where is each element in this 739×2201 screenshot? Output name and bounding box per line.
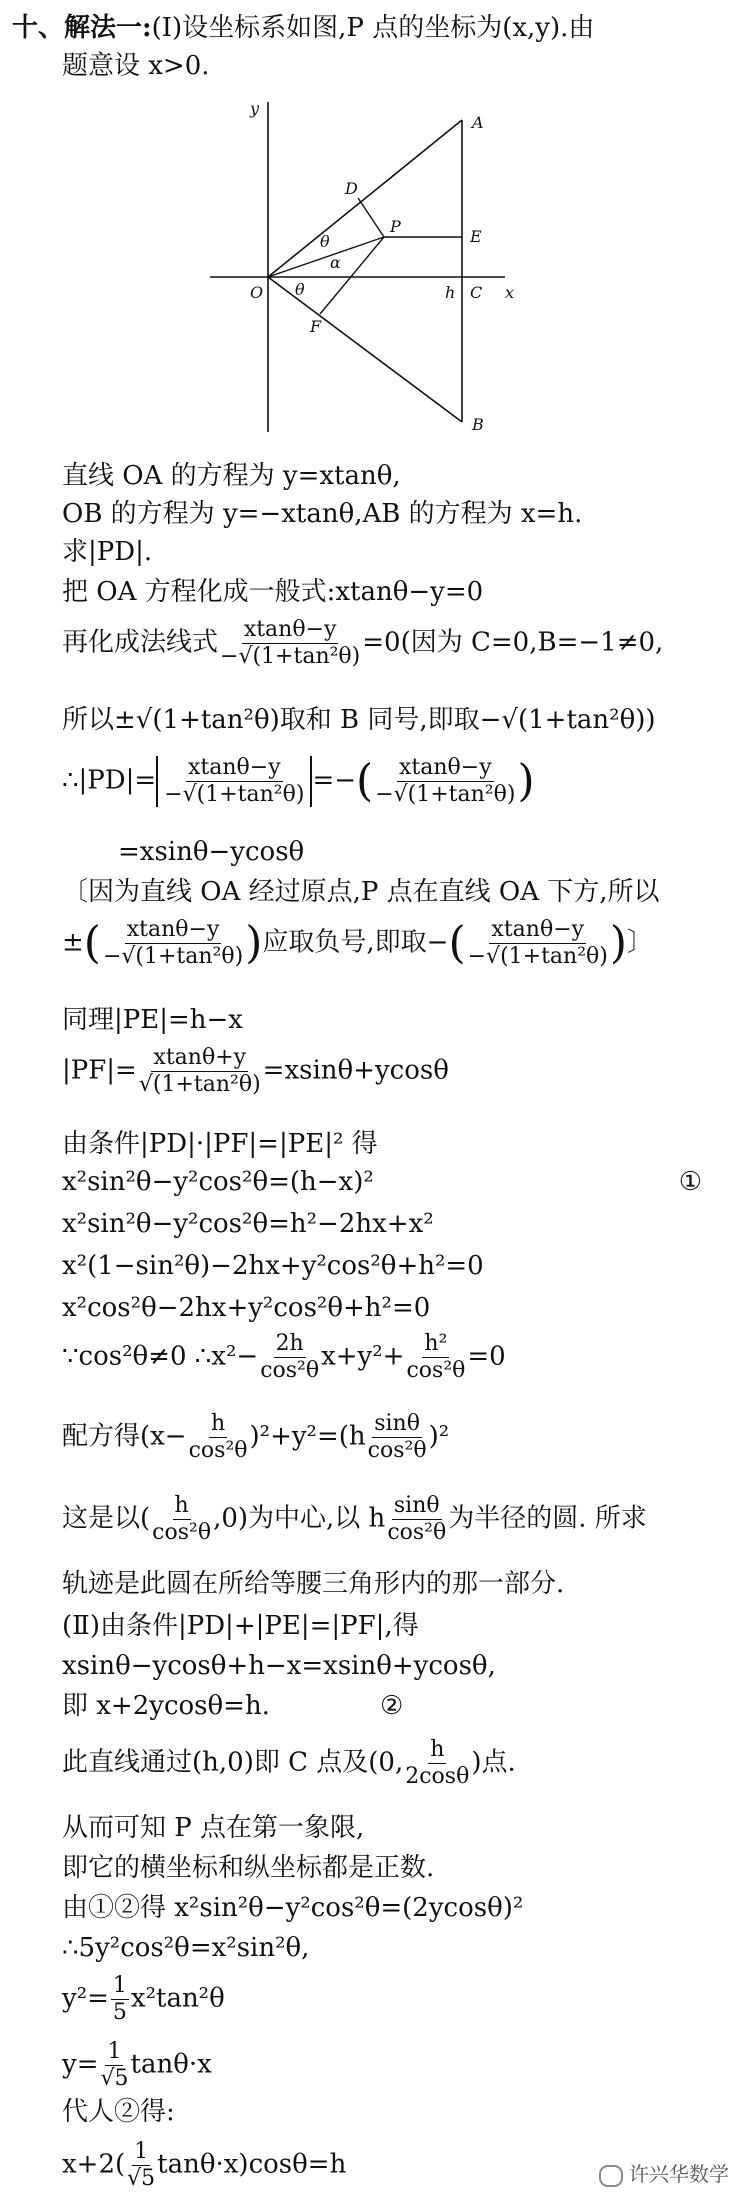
text: 配方得(x− [62,1421,187,1452]
line-complete-square [62,1412,449,1463]
watermark [599,2158,729,2187]
paren: ) [517,755,535,807]
line-pd-result: =xsinθ−ycosθ [118,837,305,867]
label-theta-lower: θ [295,280,305,299]
equation-number-1: ① [678,1167,702,1197]
line-seek-pd: 求|PD|. [62,537,153,567]
denominator: −√(1+tan²θ) [467,944,608,970]
numerator: sinθ [392,1494,442,1520]
text: y= [62,2049,99,2080]
line-eq2 [62,1692,403,1722]
text: tanθ·x)cosθ=h [157,2149,347,2180]
text: ± [62,927,84,958]
fraction-sin [387,1494,446,1545]
text: ∴|PD|= [62,765,157,796]
line-substitute: 代人②得: [62,2097,175,2127]
abs-bars [156,756,312,807]
denominator: cos²θ [152,1520,212,1546]
fraction-1-sqrt5 [100,2040,128,2091]
numerator: sinθ [372,1412,422,1438]
line-condition: 由条件|PD|·|PF|=|PE|² 得 [62,1129,378,1159]
line-circle [62,1494,647,1545]
text: =0(因为 C=0,B=−1≠0, [362,627,664,658]
line-quadrant: 从而可知 P 点在第一象限, [62,1813,365,1843]
equation-number-2: ② [379,1691,404,1721]
line-ob-eq: OB 的方程为 y=−xtanθ,AB 的方程为 x=h. [62,499,583,529]
coordinate-figure [200,92,530,442]
numerator: 2h [274,1332,306,1358]
fraction-h [189,1412,248,1463]
line-eq-divide [62,1332,506,1383]
fraction-normal [103,918,243,969]
numerator: xtanθ−y [489,918,586,944]
text: tanθ·x [130,2049,212,2080]
line-pd-calc [62,756,535,807]
wechat-icon [599,2165,623,2187]
paren: ) [609,917,628,969]
numerator: h [209,1412,227,1438]
label-F: F [310,317,322,336]
denominator: cos²θ [406,1358,466,1384]
fraction-normal [220,618,360,669]
fraction-normal [164,756,304,807]
line-normal-form [62,618,663,669]
line-locus: 轨迹是此圆在所给等腰三角形内的那一部分. [62,1569,565,1599]
line-eq-expand: x²sin²θ−y²cos²θ=h²−2hx+x² [62,1209,434,1239]
numerator: h [428,1738,446,1764]
numerator: 1 [132,2140,150,2166]
text: 这是以( [62,1503,151,1534]
text: =xsinθ+ycosθ [262,1055,449,1086]
text: )²+y²=(h [249,1421,366,1452]
line-negative-choice [62,918,653,969]
text: 再化成法线式 [62,627,219,658]
line-y [62,2040,212,2091]
line-eq1 [62,1168,702,1198]
text: |PF|= [62,1055,137,1086]
label-B: B [472,415,484,434]
label-A: A [472,113,484,132]
denominator: 5 [112,2000,127,2026]
denominator: √5 [100,2066,129,2092]
paren: ( [356,755,374,807]
line-5y2: ∴5y²cos²θ=x²sin²θ, [62,1933,310,1963]
line-PD [358,198,384,237]
line-passes [62,1738,516,1789]
line-positive: 即它的横坐标和纵坐标都是正数. [62,1853,435,1883]
text: ∵cos²θ≠0 ∴x²− [62,1341,259,1372]
numerator: xtanθ−y [242,618,339,644]
text: x²tan²θ [130,1983,225,2014]
paren: ( [83,917,101,969]
fraction-h2 [406,1332,465,1383]
fraction-sin [368,1412,427,1463]
label-E: E [470,227,482,246]
text: =− [312,765,357,796]
denominator: cos²θ [188,1438,248,1464]
intro-text: (Ⅰ)设坐标系如图,P 点的坐标为(x,y).由 [151,13,595,43]
text: x+2( [62,2149,126,2180]
label-y: y [250,99,260,118]
denominator: −√(1+tan²θ) [375,782,516,808]
line-bracket-note: 〔因为直线 OA 经过原点,P 点在直线 OA 下方,所以 [62,877,660,907]
numerator: xtanθ−y [397,756,494,782]
text: x²sin²θ−y²cos²θ=(h−x)² [62,1167,374,1197]
line-pe: 同理|PE|=h−x [62,1005,243,1035]
text: 应取负号,即取− [262,927,449,958]
denominator: cos²θ [367,1438,427,1464]
line-eq-simplify: x²cos²θ−2hx+y²cos²θ+h²=0 [62,1293,431,1323]
fraction-tanplus [139,1046,261,1097]
denominator: √(1+tan²θ) [138,1072,261,1098]
fraction-h [152,1494,211,1545]
numerator: 1 [105,2040,123,2066]
denominator: cos²θ [260,1358,320,1384]
paren: ( [448,917,466,969]
line-final [62,2140,346,2191]
text: =0 [467,1341,506,1372]
numerator: xtanθ−y [186,756,283,782]
line-pf [62,1046,449,1097]
label-x: x [505,283,515,302]
text: ,0)为中心,以 h [213,1503,386,1534]
fraction-2h [260,1332,319,1383]
label-O: O [250,283,264,302]
line-eq-rearrange: x²(1−sin²θ)−2hx+y²cos²θ+h²=0 [62,1251,484,1281]
text: 此直线通过(h,0)即 C 点及(0, [62,1747,404,1778]
paren: ) [245,917,263,969]
text: )点. [471,1747,516,1778]
text: )² [428,1421,450,1452]
numerator: xtanθ−y [125,918,222,944]
label-theta-upper: θ [320,232,330,251]
label-C: C [470,283,483,302]
intro-line-2: 题意设 x>0. [62,51,210,81]
text: 即 x+2ycosθ=h. [62,1691,270,1721]
fraction-1-5 [111,1974,129,2025]
denominator: 2cosθ [405,1764,470,1790]
fraction-2cos [405,1738,469,1789]
line-oa-eq: 直线 OA 的方程为 y=xtanθ, [62,461,401,491]
line-part2: (Ⅱ)由条件|PD|+|PE|=|PF|,得 [62,1611,419,1641]
denominator: −√(1+tan²θ) [102,944,244,970]
denominator: −√(1+tan²θ) [220,644,361,670]
text: x+y²+ [321,1341,405,1372]
text: 〕 [627,927,654,958]
line-OA [268,120,462,277]
watermark-text: 许兴华数学 [629,2162,729,2186]
section-title: 十、解法一: [12,13,152,43]
text: 为半径的圆. 所求 [448,1503,647,1534]
label-D: D [345,179,358,198]
intro-line-1 [12,14,594,44]
line-part2-eq: xsinθ−ycosθ+h−x=xsinθ+ycosθ, [62,1651,496,1681]
line-y2 [62,1974,225,2025]
text: y²= [62,1983,109,2014]
numerator: h² [422,1332,449,1358]
denominator: −√(1+tan²θ) [164,782,305,808]
label-alpha: α [330,253,341,272]
denominator: cos²θ [387,1520,447,1546]
fraction-normal [468,918,608,969]
line-sign-choice: 所以±√(1+tan²θ)取和 B 同号,即取−√(1+tan²θ)) [62,705,656,735]
numerator: 1 [111,1974,129,2000]
label-P: P [390,217,401,236]
numerator: h [173,1494,191,1520]
denominator: √5 [127,2166,156,2192]
fraction-1-sqrt5 [127,2140,155,2191]
fraction-normal [375,756,515,807]
numerator: xtanθ+y [151,1046,248,1072]
label-h: h [445,283,456,302]
line-general-form: 把 OA 方程化成一般式:xtanθ−y=0 [62,577,484,607]
line-combine: 由①②得 x²sin²θ−y²cos²θ=(2ycosθ)² [62,1893,524,1923]
